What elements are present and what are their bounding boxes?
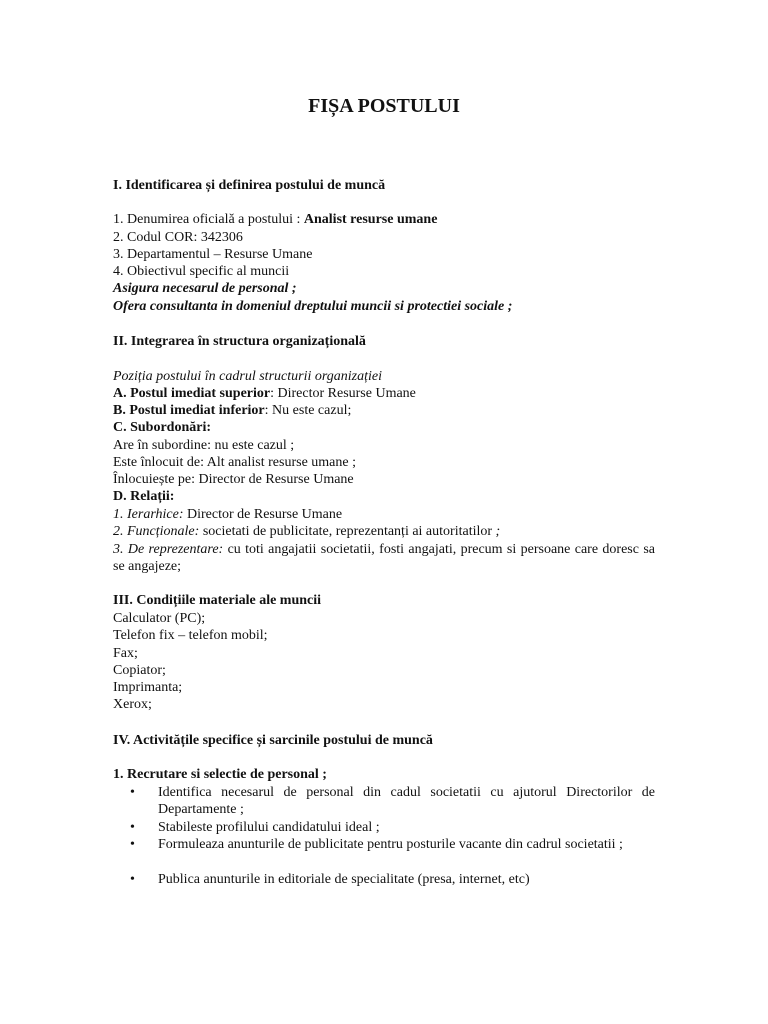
material-item: Copiator; <box>113 663 166 678</box>
inferior-value: : Nu este cazul; <box>264 403 352 418</box>
subordination-2: Este înlocuit de: Alt analist resurse umane ; <box>113 455 356 470</box>
official-title-label: 1. Denumirea oficială a postului : <box>113 212 304 227</box>
section-2-heading: II. Integrarea în structura organizațională <box>113 334 366 349</box>
relations-label: D. Relații: <box>113 489 175 504</box>
relation-representation-label: 3. De reprezentare: <box>113 542 224 557</box>
relation-representation <box>113 541 655 575</box>
relation-functional-value: societati de publicitate, reprezentanți ai autoritatilor <box>199 524 493 539</box>
section-1-heading: I. Identificarea și definirea postului de muncă <box>113 178 386 193</box>
subordination-3: Înlocuiește pe: Director de Resurse Umane <box>113 472 354 487</box>
inferior-label: B. Postul imediat inferior <box>113 403 265 418</box>
material-item: Xerox; <box>113 697 152 712</box>
relation-functional-end: ; <box>492 524 501 539</box>
material-item: Telefon fix – telefon mobil; <box>113 628 268 643</box>
superior-line <box>113 386 416 402</box>
document-title: FIȘA POSTULUI <box>308 95 460 117</box>
task-item: Publica anunturile in editoriale de specialitate (presa, internet, etc) <box>158 872 530 887</box>
task-item: Stabileste profilului candidatului ideal ; <box>158 820 380 835</box>
relation-representation-value: cu toti angajatii societatii, fosti angajati, precum si persoane care doresc sa se angajeze; <box>113 542 655 574</box>
objective-label-line: 4. Obiectivul specific al muncii <box>113 264 290 279</box>
material-item: Calculator (PC); <box>113 611 206 626</box>
bullet-glyph: • <box>130 837 135 852</box>
superior-label: A. Postul imediat superior <box>113 386 271 401</box>
official-title-line <box>113 212 437 228</box>
cor-code-line: 2. Codul COR: 342306 <box>113 230 243 245</box>
material-item: Fax; <box>113 646 138 661</box>
material-item: Imprimanta; <box>113 680 183 695</box>
subordination-1: Are în subordine: nu este cazul ; <box>113 438 295 453</box>
department-line: 3. Departamentul – Resurse Umane <box>113 247 313 262</box>
recruitment-subheading: 1. Recrutare si selectie de personal ; <box>113 767 327 782</box>
inferior-line <box>113 403 351 419</box>
section-4-heading: IV. Activitățile specifice și sarcinile postului de muncă <box>113 733 433 748</box>
superior-value: : Director Resurse Umane <box>270 386 416 401</box>
bullet-glyph: • <box>130 820 135 835</box>
bullet-glyph: • <box>130 785 135 800</box>
official-title-value: Analist resurse umane <box>303 212 438 227</box>
bullet-glyph: • <box>130 872 135 887</box>
position-subtitle: Poziția postului în cadrul structurii organizației <box>113 369 382 384</box>
subordination-label: C. Subordonări: <box>113 420 212 435</box>
relation-hierarchical-label: 1. Ierarhice: <box>113 507 184 522</box>
task-item: Formuleaza anunturile de publicitate pentru posturile vacante din cadrul societatii ; <box>158 837 623 852</box>
relation-functional <box>113 524 500 540</box>
section-3-heading: III. Condițiile materiale ale muncii <box>113 593 322 608</box>
relation-hierarchical <box>113 507 342 523</box>
objective-1: Asigura necesarul de personal ; <box>113 281 297 296</box>
relation-functional-label: 2. Funcționale: <box>113 524 200 539</box>
objective-2: Ofera consultanta in domeniul dreptului muncii si protectiei sociale ; <box>113 299 513 314</box>
task-item: Identifica necesarul de personal din cadul societatii cu ajutorul Directorilor de Departamente ; <box>158 785 655 817</box>
relation-hierarchical-value: Director de Resurse Umane <box>183 507 343 522</box>
